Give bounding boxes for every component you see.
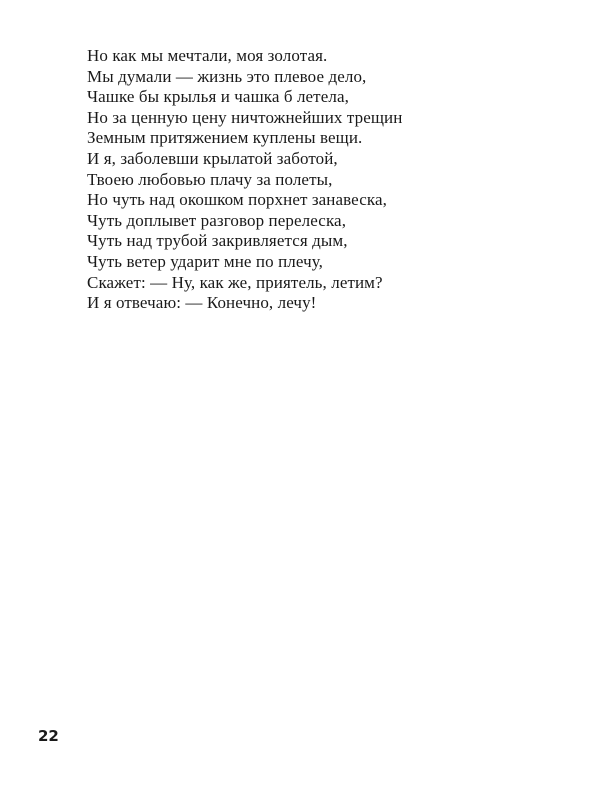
poem-text xyxy=(87,46,567,314)
poem-line: Скажет: — Ну, как же, приятель, летим? xyxy=(87,272,383,292)
poem-line: И я отвечаю: — Конечно, лечу! xyxy=(87,293,317,313)
poem-line: Твоею любовью плачу за полеты, xyxy=(87,169,333,189)
poem-line: Но за ценную цену ничтожнейших трещин xyxy=(87,107,403,127)
page-number: 22 xyxy=(38,727,59,745)
poem-line: Земным притяжением куплены вещи. xyxy=(87,128,363,148)
poem-line: Чуть над трубой закривляется дым, xyxy=(87,231,348,251)
poem-line: Мы думали — жизнь это плевое дело, xyxy=(87,66,367,86)
poem-line: И я, заболевши крылатой заботой, xyxy=(87,148,338,168)
poem-line: Но как мы мечтали, моя золотая. xyxy=(87,46,328,65)
poem-line: Чуть ветер ударит мне по плечу, xyxy=(87,251,323,271)
poem-line: Но чуть над окошком порхнет занавеска, xyxy=(87,190,387,210)
poem-line: Чуть доплывет разговор перелеска, xyxy=(87,210,347,230)
poem-line: Чашке бы крылья и чашка б летела, xyxy=(87,87,349,107)
